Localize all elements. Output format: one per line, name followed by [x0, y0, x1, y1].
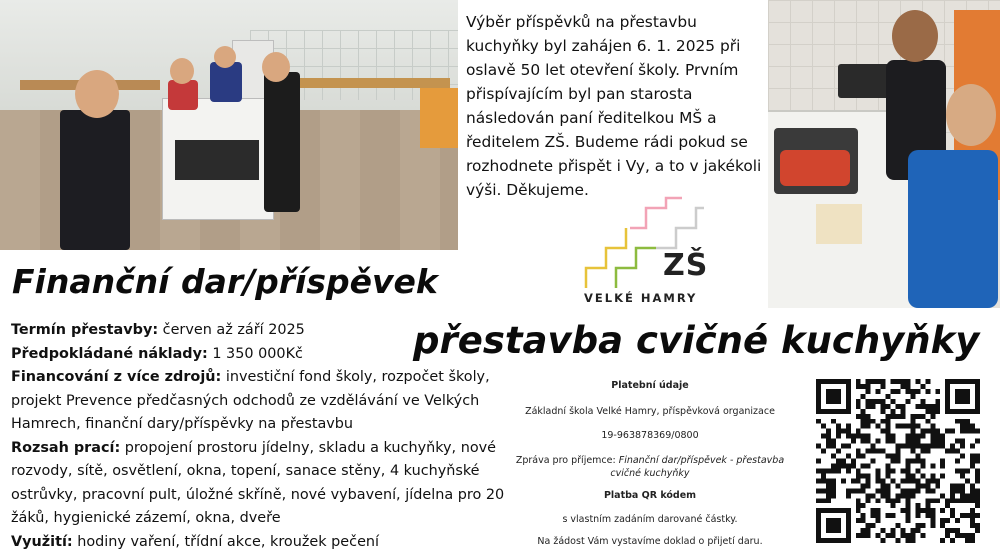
payment-own-amount: s vlastním zadáním darované částky.: [562, 514, 738, 525]
detail-label: Předpokládané náklady:: [11, 345, 208, 362]
payment-account: 19-963878369/0800: [601, 430, 699, 441]
detail-value: investiční fond školy, rozpočet školy, projekt Prevence předčasných odchodů ze vzdělávání ve Velkých Hamrech, finanční dary/příspěvky na přestavbu: [11, 369, 490, 432]
payment-qr-title: Platba QR kódem: [603, 490, 697, 501]
payment-message-label: Zpráva pro příjemce:: [515, 455, 616, 466]
detail-label: Využití:: [11, 533, 73, 550]
detail-label: Rozsah prací:: [11, 439, 121, 456]
detail-item: [11, 322, 305, 338]
project-details: [11, 319, 511, 554]
payment-organization: Základní škola Velké Hamry, příspěvková organizace: [525, 406, 775, 417]
detail-value: 1 350 000Kč: [212, 345, 303, 362]
logo-name: VELKÉ HAMRY: [584, 291, 698, 305]
payment-message-value: Finanční dar/příspěvek - přestavba cvičné kuchyňky: [610, 455, 785, 479]
detail-label: Termín přestavby:: [11, 322, 159, 338]
detail-item: [11, 369, 490, 432]
detail-value: červen až září 2025: [162, 322, 305, 338]
kitchen-photo-students: [0, 0, 458, 250]
payment-qr-code[interactable]: [816, 376, 980, 546]
detail-value: propojení prostoru jídelny, skladu a kuchyňky, nové rozvody, sítě, osvětlení, okna, topení, sanace stěny, 4 kuchyňské ostrůvky, pracovní pult, úložné skříně, nové vybavení, jídelna pro 20 žáků, hygienické zázemí, okna, dveře: [11, 439, 505, 526]
detail-item: [11, 534, 379, 550]
detail-item: [11, 440, 504, 527]
detail-label: Financování z více zdrojů:: [11, 369, 222, 385]
payment-title: Platební údaje: [611, 380, 689, 391]
intro-text: Výběr příspěvků na přestavbu kuchyňky byl zahájen 6. 1. 2025 při oslavě 50 let otevření školy. Prvním přispívajícím byl pan starosta následován paní ředitelkou MŠ a ředitelem ZŠ. Budeme rádi pokud se rozhodnete přispět i Vy, a to v jakékoli výši. Děkujeme.: [466, 13, 762, 199]
logo-abbr: ZŠ: [663, 248, 709, 283]
detail-value: hodiny vaření, třídní akce, kroužek pečení: [77, 533, 380, 550]
cooking-photo-students: [768, 0, 1000, 308]
payment-message: [500, 454, 800, 480]
payment-confirmation: Na žádost Vám vystavíme doklad o přijetí daru.: [537, 536, 763, 547]
sub-heading: přestavba cvičné kuchyňky: [413, 319, 980, 362]
detail-item: [11, 346, 303, 362]
main-heading: Finanční dar/příspěvek: [12, 262, 438, 301]
